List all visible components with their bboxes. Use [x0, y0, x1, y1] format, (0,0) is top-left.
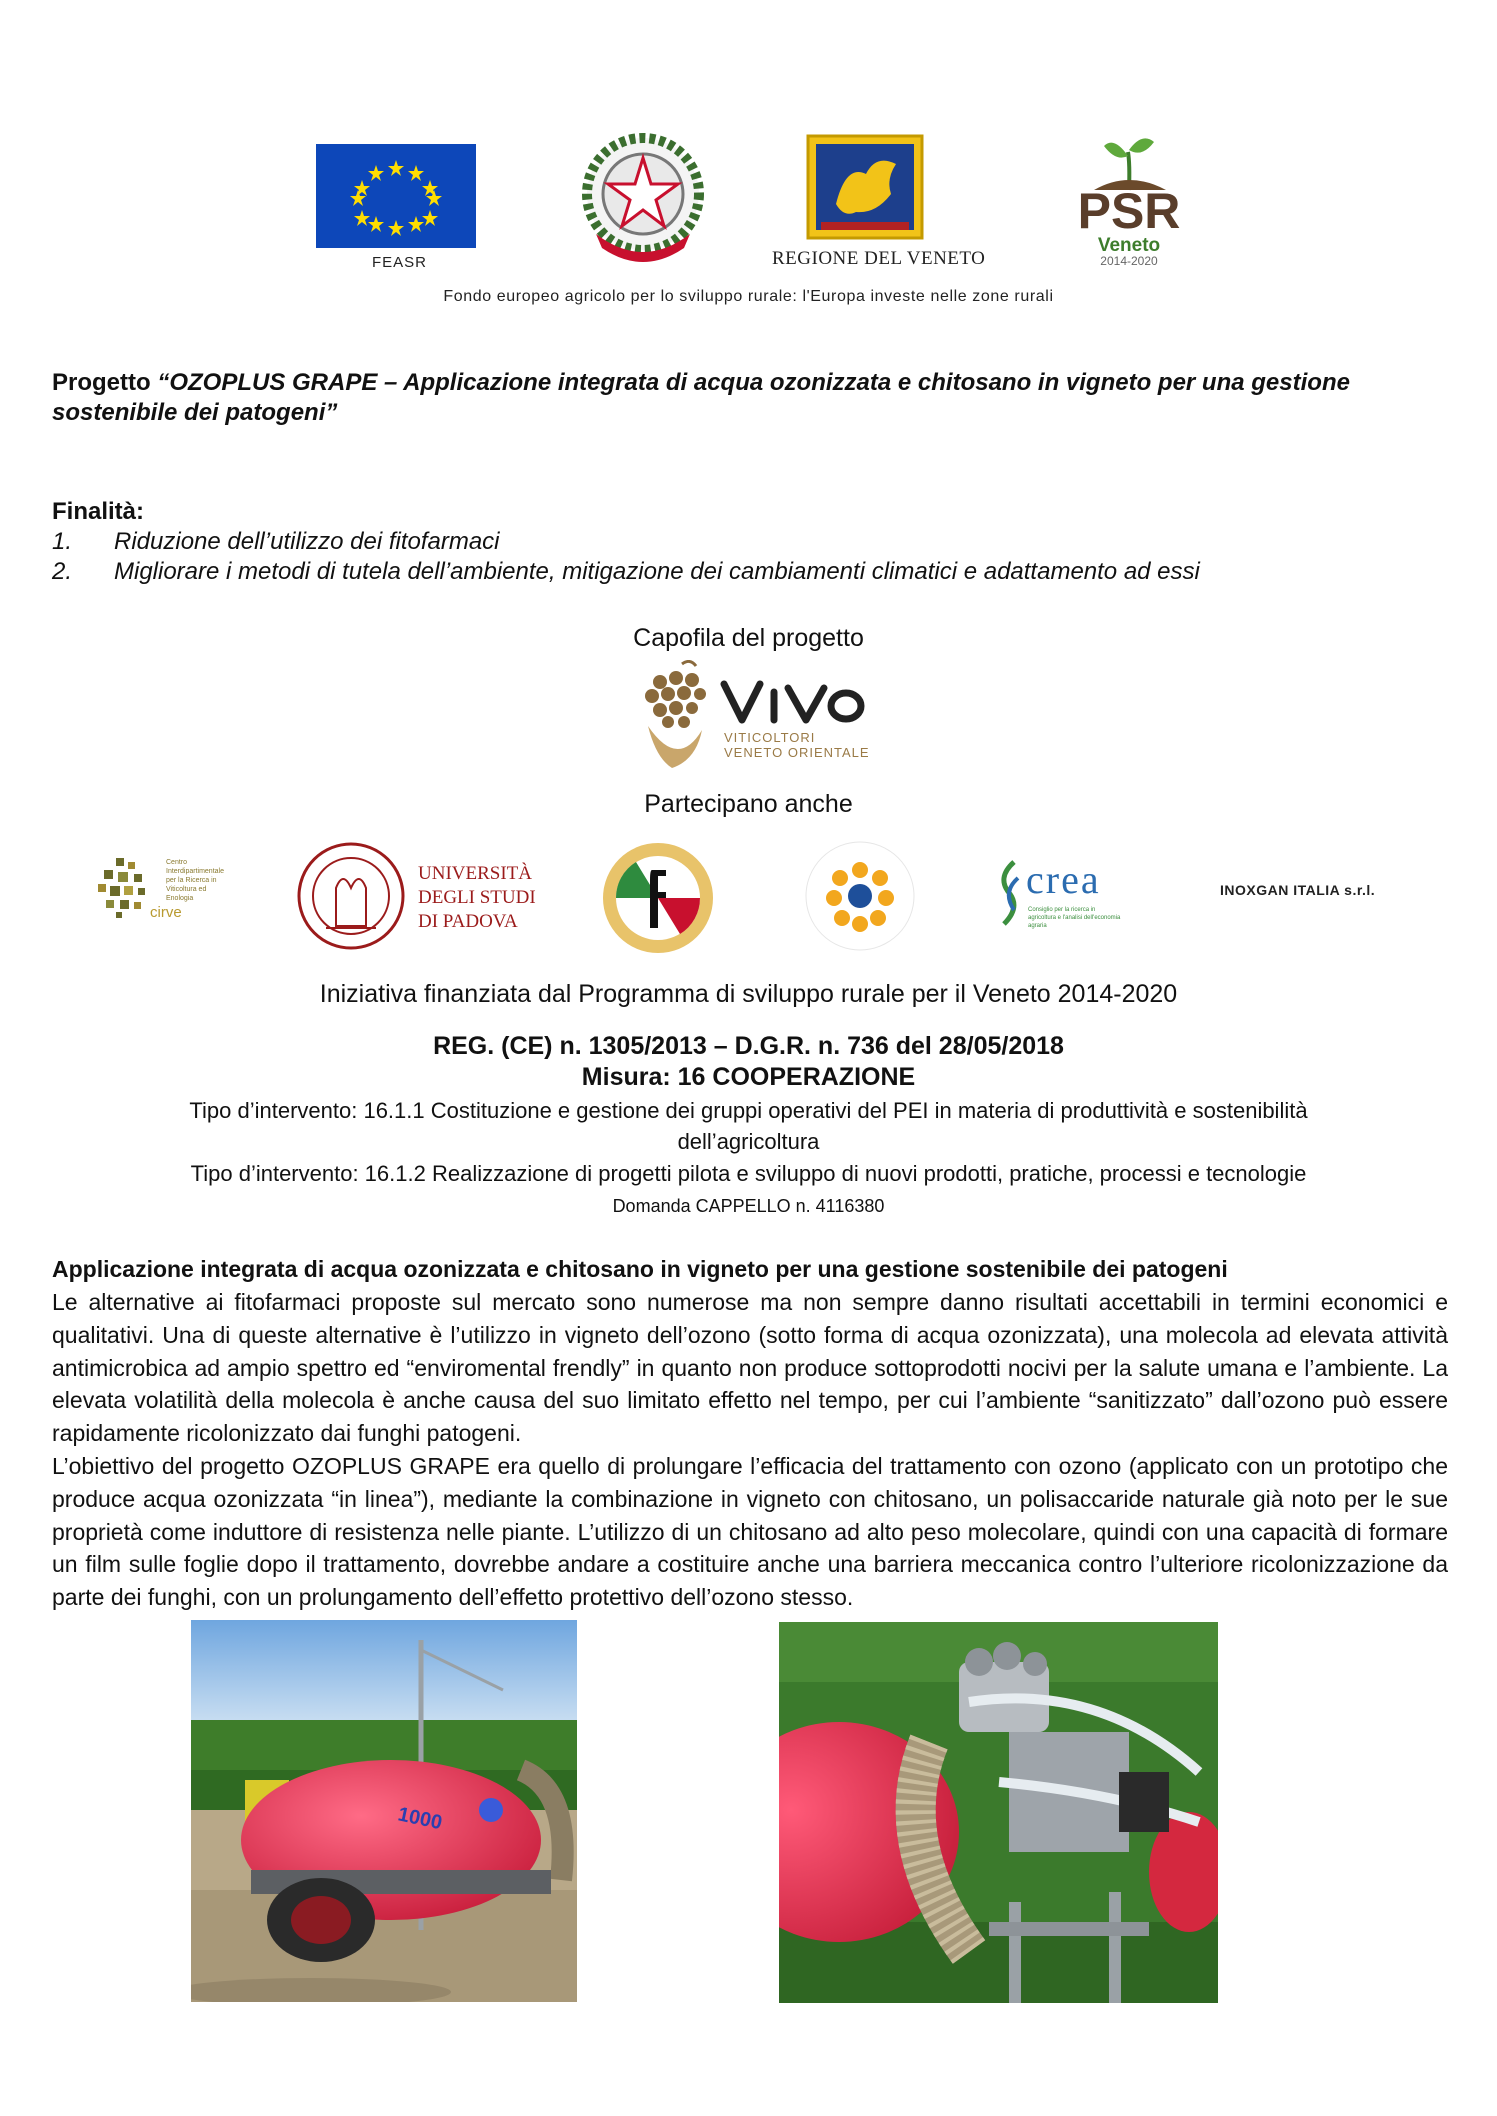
- project-title-prefix: Progetto: [52, 369, 158, 396]
- cirve-name: cirve: [150, 904, 182, 921]
- finalita-item: [52, 557, 1200, 587]
- cirve-logo: [96, 856, 226, 926]
- grape-cornucopia-icon: [638, 660, 718, 772]
- prosecco-flower-icon: [800, 836, 920, 956]
- eu-stars-icon: [316, 144, 476, 248]
- sprayer-photo-left: [191, 1620, 577, 2002]
- unipd-line3: DI PADOVA: [418, 911, 518, 932]
- crea-subtitle: Consiglio per la ricerca in agricoltura e l'analisi dell'economia agraria: [1028, 907, 1121, 929]
- ozonizer-prototype-image: [779, 1622, 1218, 2003]
- funding-regulation: REG. (CE) n. 1305/2013 – D.G.R. n. 736 del 28/05/2018: [433, 1032, 1064, 1060]
- psr-subtitle: Veneto: [1097, 235, 1161, 256]
- partners-label: Partecipano anche: [644, 790, 853, 818]
- finalita-item-number: 1.: [52, 528, 73, 555]
- finalita-item-text: Migliorare i metodi di tutela dell’ambiente, mitigazione dei cambiamenti climatici e adattamento ad essi: [114, 558, 1200, 585]
- tank-number-label: 1000: [395, 1803, 445, 1835]
- vivo-wordmark: [720, 678, 868, 726]
- psr-title: PSR: [1077, 183, 1181, 239]
- inoxgan-logo: INOXGAN ITALIA s.r.l.: [1220, 882, 1376, 898]
- body-text: [52, 1286, 1448, 1614]
- fondo-europeo-caption: Fondo europeo agricolo per lo sviluppo rurale: l'Europa investe nelle zone rurali: [443, 288, 1054, 305]
- funding-tipo-1: Tipo d’intervento: 16.1.1 Costituzione e gestione dei gruppi operativi del PEI in materia di produttività e sostenibilità: [189, 1098, 1308, 1123]
- partner-logos-row: [0, 836, 1497, 956]
- unipd-line1: UNIVERSITÀ: [418, 863, 532, 884]
- consorzio-doc-seal-icon: [600, 840, 716, 956]
- vivo-line2: VENETO ORIENTALE: [724, 745, 870, 760]
- funding-tipo-2: Tipo d’intervento: 16.1.2 Realizzazione di progetti pilota e sviluppo di nuovi prodotti, pratiche, processi e tecnologie: [190, 1161, 1307, 1186]
- finalita-item: [52, 527, 500, 557]
- lion-of-st-mark-icon: [806, 134, 924, 240]
- sprayer-tractor-image: [191, 1620, 577, 2002]
- body-paragraph-2: L’obiettivo del progetto OZOPLUS GRAPE era quello di prolungare l’efficacia del trattamento con ozono (applicato con un prototipo che produce acqua ozonizzata “in linea”), mediante la combinazione in vigneto con chitosano, un polisaccaride naturale già noto per le sue proprietà come induttore di resistenza nelle piante. L’utilizzo di un chitosano ad alto peso molecolare, quindi con una capacità di formare un film sulle foglie dopo il trattamento, dovrebbe andare a costituire anche una barriera meccanica contro l’ulteriore ricolonizzazione da parte dei funghi, con un prolungamento dell’effetto protettivo dell’ozono stesso.: [52, 1452, 1448, 1611]
- regione-veneto-logo: [806, 134, 924, 240]
- unipd-seal-icon: [296, 836, 406, 956]
- finalita-item-number: 2.: [52, 558, 73, 585]
- body-paragraph-1: Le alternative ai fitofarmaci proposte sul mercato sono numerose ma non sempre danno risultati accettabili in termini economici e qualitativi. Una di queste alternative è l’utilizzo in vigneto dell’ozono (sotto forma di acqua ozonizzata), una molecola ad elevata attività antimicrobica ad ampio spettro ed “enviromental frendly” in quanto non produce sottoprodotti nocivi per la salute umana e l’ambiente. La elevata volatilità della molecola è anche causa del suo limitato effetto nel tempo, per cui l’ambiente “sanitizzato” dall’ozono può essere rapidamente ricolonizzato dai funghi patogeni.: [52, 1289, 1448, 1447]
- italy-emblem-icon: [578, 130, 708, 266]
- project-title: [52, 368, 1452, 428]
- finalita-heading: Finalità:: [52, 498, 145, 525]
- eu-flag-logo: [316, 144, 476, 248]
- regione-veneto-label: REGIONE DEL VENETO: [772, 248, 986, 269]
- funding-domanda: Domanda CAPPELLO n. 4116380: [612, 1196, 885, 1216]
- unipd-line2: DEGLI STUDI: [418, 887, 536, 908]
- crea-leaf-icon: [994, 858, 1024, 928]
- capofila-label: Capofila del progetto: [633, 624, 864, 652]
- psr-years: 2014-2020: [1100, 254, 1158, 268]
- project-title-text: “OZOPLUS GRAPE – Applicazione integrata di acqua ozonizzata e chitosano in vigneto per una gestione sostenibile dei patogeni”: [52, 369, 1350, 426]
- unipd-logo: [296, 836, 536, 956]
- funding-initiative: Iniziativa finanziata dal Programma di sviluppo rurale per il Veneto 2014-2020: [319, 980, 1178, 1008]
- psr-veneto-logo: [1074, 134, 1184, 268]
- vivo-logo: [638, 660, 868, 772]
- body-heading: Applicazione integrata di acqua ozonizzata e chitosano in vigneto per una gestione sostenibile dei patogeni: [52, 1256, 1228, 1282]
- consorzio-doc-venezie-logo: [600, 840, 716, 956]
- finalita-item-text: Riduzione dell’utilizzo dei fitofarmaci: [114, 528, 500, 555]
- feasr-label: FEASR: [372, 254, 428, 271]
- funding-misura: Misura: 16 COOPERAZIONE: [581, 1063, 916, 1091]
- crea-logo: [994, 858, 1124, 938]
- cirve-description: Centro Interdipartimentale per la Ricerca in Viticoltura ed Enologia: [166, 859, 224, 902]
- repubblica-italiana-emblem: [578, 130, 708, 266]
- funding-logos-row: [0, 130, 1497, 290]
- crea-name: crea: [1026, 857, 1101, 902]
- prosecco-doc-logo: [800, 836, 920, 956]
- vivo-line1: VITICOLTORI: [724, 730, 816, 745]
- funding-tipo-1-cont: dell’agricoltura: [677, 1129, 820, 1154]
- sprayer-photo-right: [779, 1622, 1218, 2003]
